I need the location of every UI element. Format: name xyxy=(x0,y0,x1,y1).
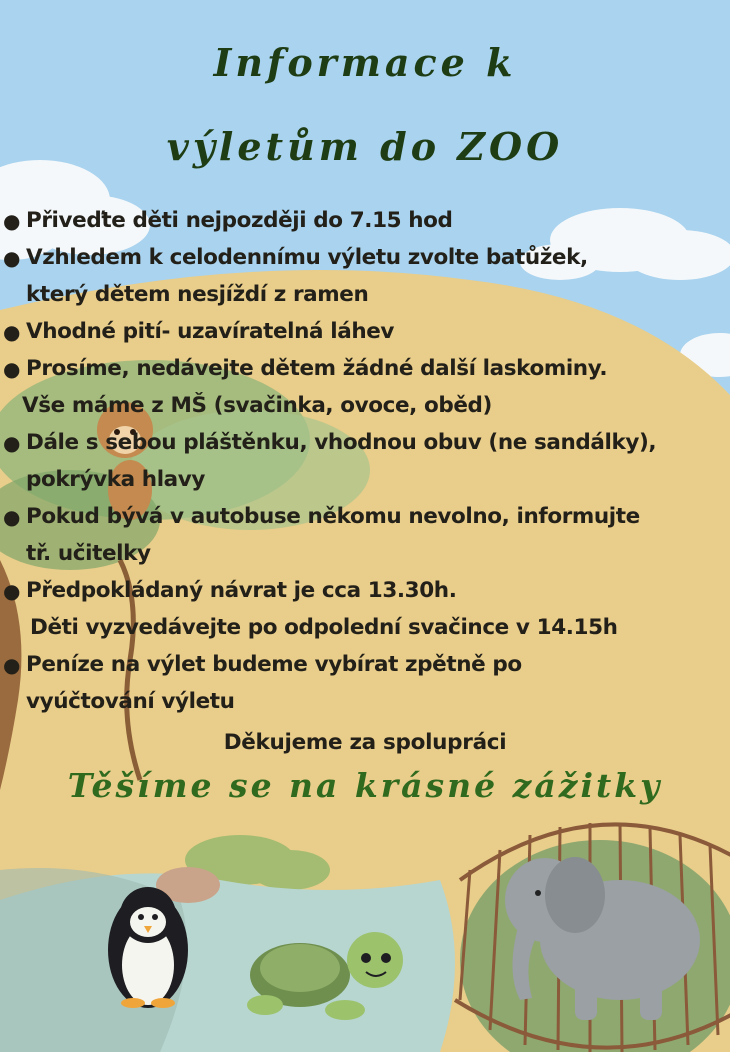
list-item-line: který dětem nesjíždí z ramen xyxy=(26,282,369,307)
bullet-icon: ● xyxy=(3,209,21,233)
title-line-2: výletům do ZOO xyxy=(166,124,564,169)
bullet-icon: ● xyxy=(3,653,21,677)
thanks-text: Děkujeme za spolupráci xyxy=(223,730,507,755)
bullet-icon: ● xyxy=(3,505,21,529)
title-line-1: Informace k xyxy=(213,40,517,85)
bullet-icon: ● xyxy=(3,320,21,344)
list-item-line: pokrývka hlavy xyxy=(26,467,205,492)
list-item-line: Vzhledem k celodennímu výletu zvolte batůžek, xyxy=(26,245,588,270)
list-item-line: Děti vyzvedávejte po odpolední svačince v 14.15h xyxy=(30,615,618,640)
bullet-icon: ● xyxy=(3,431,21,455)
list-item-line: Dále s sebou pláštěnku, vhodnou obuv (ne sandálky), xyxy=(26,430,657,455)
list-item-line: Vše máme z MŠ (svačinka, ovoce, oběd) xyxy=(22,393,492,418)
list-item-line: tř. učitelky xyxy=(26,541,151,566)
bullet-icon: ● xyxy=(3,246,21,270)
list-item-line: Pokud bývá v autobuse někomu nevolno, informujte xyxy=(26,504,640,529)
list-item-line: Přiveďte děti nejpozději do 7.15 hod xyxy=(26,208,453,233)
bullet-icon: ● xyxy=(3,579,21,603)
list-item-line: Vhodné pití- uzavíratelná láhev xyxy=(26,319,395,344)
list-item-line: Předpokládaný návrat je cca 13.30h. xyxy=(26,578,457,603)
list-item-line: Peníze na výlet budeme vybírat zpětně po xyxy=(26,652,522,677)
list-item-line: vyúčtování výletu xyxy=(26,689,235,714)
bullet-icon: ● xyxy=(3,357,21,381)
closing-slogan: Těšíme se na krásné zážitky xyxy=(67,766,663,805)
list-item-line: Prosíme, nedávejte dětem žádné další laskominy. xyxy=(26,356,608,381)
